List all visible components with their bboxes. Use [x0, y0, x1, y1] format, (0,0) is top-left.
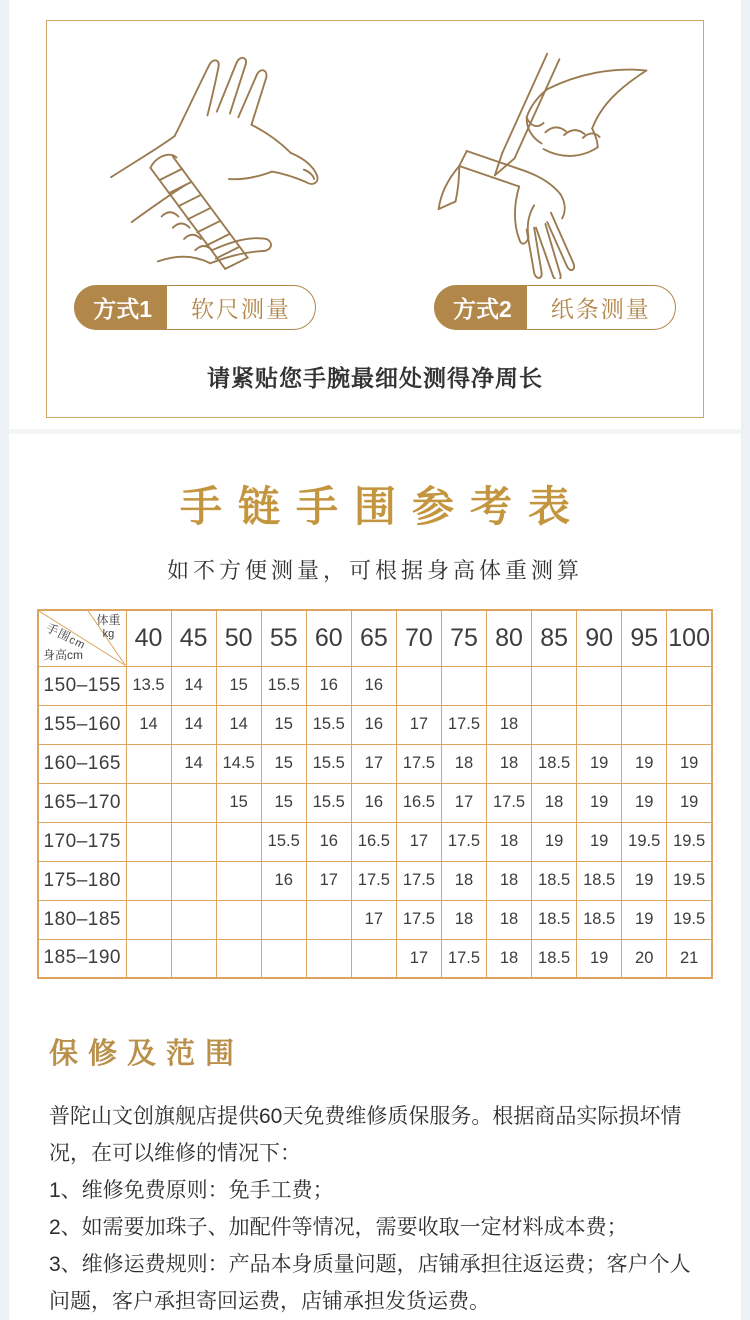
wrist-size-cell [532, 705, 577, 744]
method-2-tag: 方式2 [434, 285, 527, 330]
weight-column-header: 45 [171, 610, 216, 666]
weight-column-header: 40 [126, 610, 171, 666]
wrist-size-cell: 17 [351, 744, 396, 783]
wrist-size-cell: 16 [351, 666, 396, 705]
wrist-size-cell: 19 [577, 822, 622, 861]
wrist-size-cell: 19 [622, 900, 667, 939]
wrist-size-cell: 19.5 [667, 822, 712, 861]
wrist-size-cell: 16.5 [396, 783, 441, 822]
table-row [38, 744, 712, 783]
method-2-pill [434, 285, 676, 330]
wrist-size-cell: 14 [171, 705, 216, 744]
wrist-size-cell: 17 [351, 900, 396, 939]
wrist-size-cell: 14 [216, 705, 261, 744]
warranty-text [49, 1098, 701, 1320]
weight-column-header: 85 [532, 610, 577, 666]
weight-column-header: 60 [306, 610, 351, 666]
wrist-size-cell: 18.5 [577, 900, 622, 939]
wrist-size-cell [216, 861, 261, 900]
wrist-size-cell: 15 [261, 744, 306, 783]
paper-strip-hands-illustration [405, 37, 667, 279]
wrist-size-cell: 19 [577, 783, 622, 822]
tape-measure-hands-illustration [83, 37, 345, 279]
product-detail-page [9, 0, 741, 1320]
wrist-size-cell: 19.5 [667, 861, 712, 900]
wrist-size-cell: 13.5 [126, 666, 171, 705]
size-table-subtitle: 如不方便测量，可根据身高体重测算 [166, 558, 583, 583]
wrist-size-cell: 17.5 [441, 822, 486, 861]
warranty-intro: 普陀山文创旗舰店提供60天免费维修质保服务。根据商品实际损坏情况，在可以维修的情况下： [49, 1105, 682, 1165]
wrist-size-cell: 19 [667, 744, 712, 783]
table-row [38, 822, 712, 861]
section-divider [9, 429, 741, 434]
method-1-pill [74, 285, 316, 330]
wrist-size-cell: 18.5 [532, 900, 577, 939]
size-table-title: 手链手围参考表 [179, 485, 586, 531]
weight-column-header: 100 [667, 610, 712, 666]
wrist-size-cell [126, 939, 171, 978]
warranty-heading: 保修及范围 [49, 1038, 245, 1070]
wrist-size-cell: 17.5 [351, 861, 396, 900]
wrist-size-cell: 15 [261, 783, 306, 822]
measurement-instructions-card [46, 20, 704, 418]
wrist-size-cell [216, 939, 261, 978]
wrist-size-cell: 14 [171, 744, 216, 783]
wrist-size-cell: 14 [126, 705, 171, 744]
wrist-size-cell: 17 [441, 783, 486, 822]
wrist-size-cell: 17.5 [441, 939, 486, 978]
wrist-size-cell: 17.5 [487, 783, 532, 822]
wrist-size-cell [171, 861, 216, 900]
wrist-size-cell: 16 [351, 705, 396, 744]
wrist-size-cell: 18 [487, 861, 532, 900]
wrist-size-cell: 19 [622, 744, 667, 783]
wrist-size-cell: 18 [441, 861, 486, 900]
warranty-item: 3、维修运费规则：产品本身质量问题，店铺承担往返运费；客户个人问题，客户承担寄回运费，店铺承担发货运费。 [49, 1253, 691, 1313]
weight-column-header: 65 [351, 610, 396, 666]
wrist-size-cell: 18 [532, 783, 577, 822]
method-1-tag: 方式1 [74, 285, 167, 330]
wrist-size-cell: 18.5 [532, 861, 577, 900]
wrist-size-cell: 15.5 [261, 822, 306, 861]
wrist-size-cell [216, 900, 261, 939]
wrist-size-cell: 15 [216, 783, 261, 822]
wrist-size-cell [171, 822, 216, 861]
table-row [38, 666, 712, 705]
table-row [38, 705, 712, 744]
weight-column-header: 55 [261, 610, 306, 666]
wrist-size-cell [667, 705, 712, 744]
wrist-size-cell: 17 [306, 861, 351, 900]
wrist-size-cell: 18 [487, 822, 532, 861]
height-row-header: 160–165 [38, 744, 126, 783]
wrist-size-cell [126, 822, 171, 861]
wrist-size-cell [441, 666, 486, 705]
wrist-size-cell [667, 666, 712, 705]
wrist-size-cell [622, 666, 667, 705]
wrist-size-cell: 17 [396, 822, 441, 861]
wrist-size-cell [126, 744, 171, 783]
height-row-header: 170–175 [38, 822, 126, 861]
wrist-size-cell [396, 666, 441, 705]
method-1-label: 软尺测量 [167, 285, 316, 330]
table-row [38, 783, 712, 822]
corner-wrist-label: 手围cm [43, 620, 88, 652]
wrist-size-cell: 19.5 [622, 822, 667, 861]
wrist-size-cell: 18 [487, 705, 532, 744]
wrist-size-cell: 21 [667, 939, 712, 978]
height-row-header: 150–155 [38, 666, 126, 705]
wrist-size-cell [487, 666, 532, 705]
wrist-size-cell: 18 [487, 900, 532, 939]
weight-column-header: 70 [396, 610, 441, 666]
wrist-size-cell [126, 783, 171, 822]
wrist-size-cell: 17.5 [396, 744, 441, 783]
wrist-size-cell: 17.5 [441, 705, 486, 744]
wrist-size-cell: 19 [577, 744, 622, 783]
table-row [38, 861, 712, 900]
table-corner-cell [38, 610, 126, 666]
wrist-size-cell: 18 [441, 744, 486, 783]
wrist-size-cell: 19 [622, 861, 667, 900]
wrist-size-cell [171, 939, 216, 978]
wrist-size-cell [126, 861, 171, 900]
wrist-size-cell: 15 [261, 705, 306, 744]
wrist-size-cell [622, 705, 667, 744]
wrist-size-cell: 18 [487, 744, 532, 783]
weight-column-header: 50 [216, 610, 261, 666]
wrist-size-cell: 18 [441, 900, 486, 939]
wrist-size-cell: 15 [216, 666, 261, 705]
illustrations-row [47, 37, 703, 279]
method-2-label: 纸条测量 [527, 285, 676, 330]
measurement-caption: 请紧贴您手腕最细处测得净周长 [207, 365, 543, 391]
table-header-row [38, 610, 712, 666]
wrist-size-cell: 19 [667, 783, 712, 822]
wrist-size-cell: 15.5 [306, 783, 351, 822]
height-row-header: 185–190 [38, 939, 126, 978]
wrist-size-cell: 19.5 [667, 900, 712, 939]
wrist-size-cell: 18.5 [532, 744, 577, 783]
wrist-size-cell [171, 783, 216, 822]
wrist-size-cell [261, 939, 306, 978]
wrist-size-cell: 15.5 [261, 666, 306, 705]
wrist-size-cell: 18 [487, 939, 532, 978]
table-row [38, 900, 712, 939]
corner-weight-label: 体重 kg [96, 613, 121, 640]
wrist-size-cell: 17 [396, 705, 441, 744]
wrist-size-cell: 16 [306, 822, 351, 861]
wrist-size-cell [126, 900, 171, 939]
wrist-size-cell: 20 [622, 939, 667, 978]
wrist-size-cell: 16 [351, 783, 396, 822]
wrist-size-cell [351, 939, 396, 978]
wrist-size-cell [261, 900, 306, 939]
wrist-size-table [37, 609, 713, 979]
weight-column-header: 95 [622, 610, 667, 666]
wrist-size-cell: 15.5 [306, 744, 351, 783]
wrist-size-cell [306, 939, 351, 978]
wrist-size-cell: 19 [577, 939, 622, 978]
wrist-size-cell: 16 [306, 666, 351, 705]
height-row-header: 180–185 [38, 900, 126, 939]
wrist-size-cell: 17.5 [396, 900, 441, 939]
warranty-section [9, 1031, 741, 1320]
warranty-item: 1、维修免费原则：免手工费； [49, 1179, 334, 1202]
weight-column-header: 75 [441, 610, 486, 666]
wrist-size-cell: 15.5 [306, 705, 351, 744]
wrist-size-cell [577, 666, 622, 705]
size-reference-section [9, 474, 741, 979]
height-row-header: 155–160 [38, 705, 126, 744]
wrist-size-cell: 18.5 [577, 861, 622, 900]
table-row [38, 939, 712, 978]
wrist-size-cell: 14 [171, 666, 216, 705]
wrist-size-cell: 17 [396, 939, 441, 978]
corner-height-label: 身高cm [43, 647, 83, 662]
warranty-item: 2、如需要加珠子、加配件等情况，需要收取一定材料成本费； [49, 1216, 628, 1239]
method-pills-row [47, 285, 703, 330]
weight-column-header: 80 [487, 610, 532, 666]
wrist-size-cell: 14.5 [216, 744, 261, 783]
wrist-size-cell [216, 822, 261, 861]
wrist-size-cell: 18.5 [532, 939, 577, 978]
wrist-size-cell [577, 705, 622, 744]
wrist-size-cell [532, 666, 577, 705]
wrist-size-cell [171, 900, 216, 939]
wrist-size-cell: 16 [261, 861, 306, 900]
height-row-header: 165–170 [38, 783, 126, 822]
wrist-size-cell [306, 900, 351, 939]
wrist-size-cell: 17.5 [396, 861, 441, 900]
weight-column-header: 90 [577, 610, 622, 666]
wrist-size-cell: 16.5 [351, 822, 396, 861]
wrist-size-cell: 19 [622, 783, 667, 822]
height-row-header: 175–180 [38, 861, 126, 900]
wrist-size-cell: 19 [532, 822, 577, 861]
